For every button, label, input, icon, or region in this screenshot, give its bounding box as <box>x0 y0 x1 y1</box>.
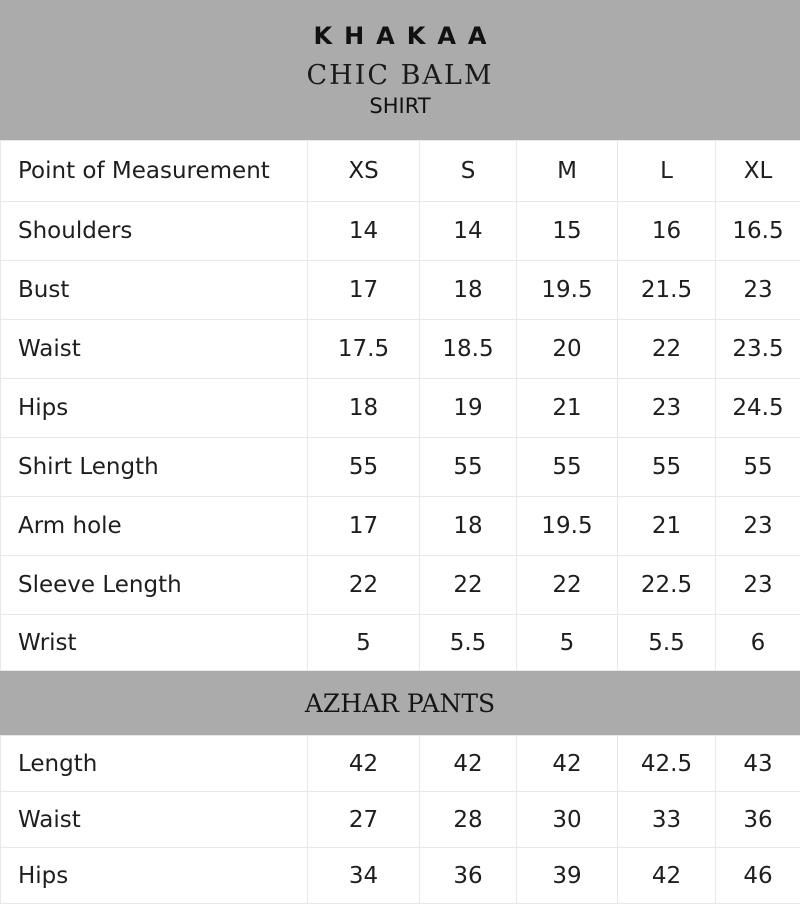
table-cell: 42 <box>517 736 618 792</box>
collection-title: CHIC BALM <box>306 60 494 91</box>
table-cell: 16.5 <box>716 202 800 261</box>
table-row <box>1 379 800 438</box>
brand-logo: KHAKAA <box>313 22 499 50</box>
table-header-row <box>1 141 800 202</box>
table-cell: 28 <box>420 792 517 848</box>
row-label: Shirt Length <box>1 438 308 497</box>
row-label: Waist <box>1 320 308 379</box>
table-cell: 18.5 <box>420 320 517 379</box>
table-cell: 22 <box>308 556 420 615</box>
column-header: XS <box>308 141 420 202</box>
table-cell: 30 <box>517 792 618 848</box>
column-header: S <box>420 141 517 202</box>
table-cell: 33 <box>618 792 716 848</box>
table-cell: 55 <box>618 438 716 497</box>
column-header: M <box>517 141 618 202</box>
table-row <box>1 736 800 792</box>
table-cell: 42 <box>618 848 716 904</box>
table-cell: 19.5 <box>517 261 618 320</box>
table-cell: 42 <box>420 736 517 792</box>
table-cell: 5.5 <box>618 615 716 671</box>
column-header: L <box>618 141 716 202</box>
table-cell: 23 <box>716 556 800 615</box>
table-cell: 19.5 <box>517 497 618 556</box>
table-cell: 17.5 <box>308 320 420 379</box>
table-cell: 24.5 <box>716 379 800 438</box>
table-cell: 17 <box>308 497 420 556</box>
row-label: Arm hole <box>1 497 308 556</box>
table-cell: 55 <box>420 438 517 497</box>
table-cell: 22 <box>517 556 618 615</box>
table-cell: 18 <box>420 497 517 556</box>
row-label: Length <box>1 736 308 792</box>
table-cell: 27 <box>308 792 420 848</box>
table-cell: 34 <box>308 848 420 904</box>
table-row <box>1 615 800 671</box>
table-row <box>1 261 800 320</box>
row-label: Wrist <box>1 615 308 671</box>
table-cell: 20 <box>517 320 618 379</box>
table-cell: 14 <box>308 202 420 261</box>
header-banner <box>0 0 800 140</box>
row-label: Bust <box>1 261 308 320</box>
table-cell: 42.5 <box>618 736 716 792</box>
row-label: Hips <box>1 848 308 904</box>
table-cell: 55 <box>517 438 618 497</box>
column-header: XL <box>716 141 800 202</box>
table-cell: 55 <box>716 438 800 497</box>
table-row <box>1 320 800 379</box>
table-cell: 23 <box>716 261 800 320</box>
table-cell: 21 <box>618 497 716 556</box>
table-row <box>1 556 800 615</box>
table-cell: 5.5 <box>420 615 517 671</box>
table-cell: 55 <box>308 438 420 497</box>
table-cell: 36 <box>420 848 517 904</box>
table-cell: 18 <box>308 379 420 438</box>
table-row <box>1 202 800 261</box>
table-cell: 23 <box>618 379 716 438</box>
shirt-size-table <box>0 140 800 671</box>
table-cell: 39 <box>517 848 618 904</box>
table-cell: 22.5 <box>618 556 716 615</box>
table-row <box>1 792 800 848</box>
row-label: Hips <box>1 379 308 438</box>
table-cell: 16 <box>618 202 716 261</box>
row-label: Waist <box>1 792 308 848</box>
table-cell: 23.5 <box>716 320 800 379</box>
table-cell: 21 <box>517 379 618 438</box>
row-label: Shoulders <box>1 202 308 261</box>
table-cell: 19 <box>420 379 517 438</box>
table-row <box>1 438 800 497</box>
table-row <box>1 848 800 904</box>
garment-title: SHIRT <box>369 94 431 118</box>
table-cell: 15 <box>517 202 618 261</box>
pants-section-title: AZHAR PANTS <box>0 671 800 735</box>
table-cell: 14 <box>420 202 517 261</box>
table-cell: 22 <box>618 320 716 379</box>
table-cell: 21.5 <box>618 261 716 320</box>
table-row <box>1 497 800 556</box>
table-cell: 43 <box>716 736 800 792</box>
column-header: Point of Measurement <box>1 141 308 202</box>
table-cell: 23 <box>716 497 800 556</box>
table-cell: 22 <box>420 556 517 615</box>
table-cell: 5 <box>517 615 618 671</box>
table-cell: 17 <box>308 261 420 320</box>
table-cell: 18 <box>420 261 517 320</box>
table-cell: 42 <box>308 736 420 792</box>
row-label: Sleeve Length <box>1 556 308 615</box>
table-cell: 6 <box>716 615 800 671</box>
table-cell: 46 <box>716 848 800 904</box>
table-cell: 5 <box>308 615 420 671</box>
pants-size-table <box>0 735 800 904</box>
table-cell: 36 <box>716 792 800 848</box>
